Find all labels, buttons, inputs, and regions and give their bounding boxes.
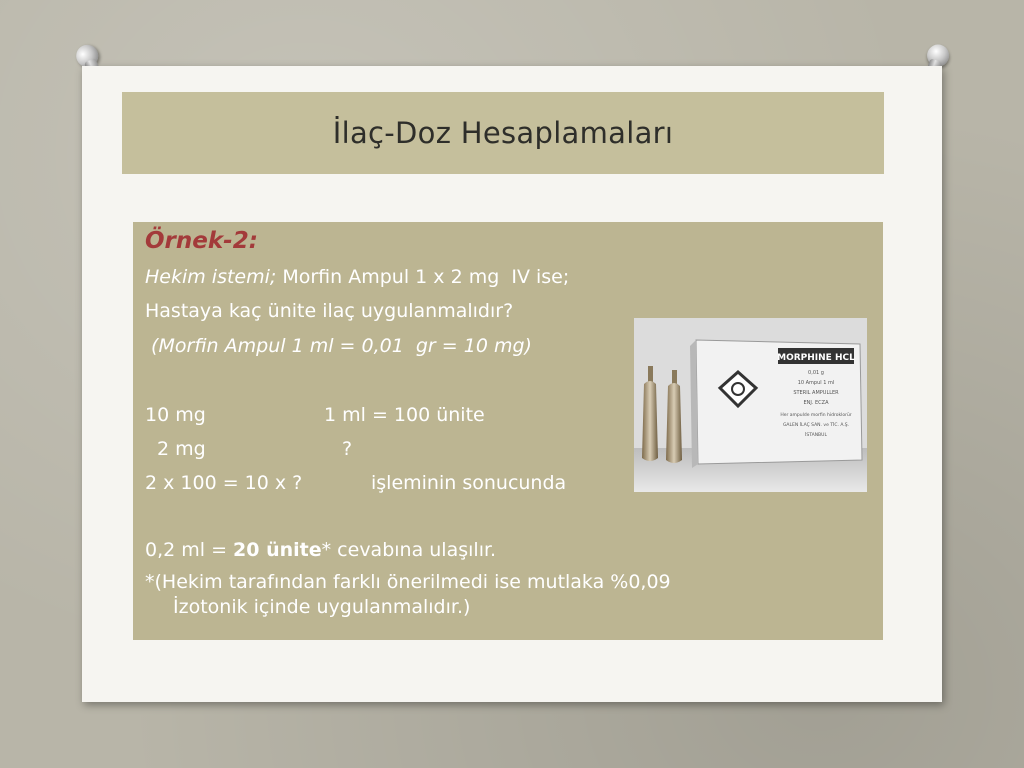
morphine-ampoule-photo [634,318,867,492]
calc-line-2-left: 2 mg [157,438,206,460]
result-line [145,539,496,561]
calc-line-1-left: 10 mg [145,404,206,426]
note-asterisk: * [145,571,155,593]
box-line-0: 0,01 g [808,370,824,376]
result-value: 20 ünite [233,539,322,561]
box-line-4: Her ampulde morfin hidroklorür [780,413,852,418]
calc-line-3-left: 2 x 100 = 10 x ? [145,472,303,494]
prescription-line [145,266,569,288]
result-asterisk: * [321,539,332,561]
box-line-2: STERIL AMPULLER [793,390,839,396]
box-line-3: ENJ. ECZA [803,400,829,406]
ampoule-info-line: (Morfin Ampul 1 ml = 0,01 gr = 10 mg) [145,335,532,357]
result-prefix: 0,2 ml = [145,539,234,561]
content-box [133,222,883,640]
note-line-1 [145,571,671,593]
prescription-text: Morfin Ampul 1 x 2 mg IV ise; [276,266,570,288]
calc-line-2-right: ? [342,438,353,460]
calc-line-1-right: 1 ml = 100 ünite [324,404,485,426]
note-line-2: İzotonik içinde uygulanmalıdır.) [173,596,471,618]
result-suffix: cevabına ulaşılır. [331,539,497,561]
example-heading: Örnek-2: [145,228,258,254]
note-text-1: (Hekim tarafından farklı önerilmedi ise mutlaka %0,09 [154,571,671,593]
box-line-1: 10 Ampul 1 ml [797,380,835,386]
slide-title: İlaç-Doz Hesaplamaları [332,116,674,150]
prescription-label: Hekim istemi; [145,266,277,288]
calc-line-3-right: işleminin sonucunda [371,472,567,494]
box-label: MORPHINE HCL [777,353,855,363]
box-line-5: GALEN İLAÇ SAN. ve TİC. A.Ş. [782,423,850,428]
box-line-6: İSTANBUL [805,433,827,438]
title-box [122,92,884,174]
question-line: Hastaya kaç ünite ilaç uygulanmalıdır? [145,300,514,322]
